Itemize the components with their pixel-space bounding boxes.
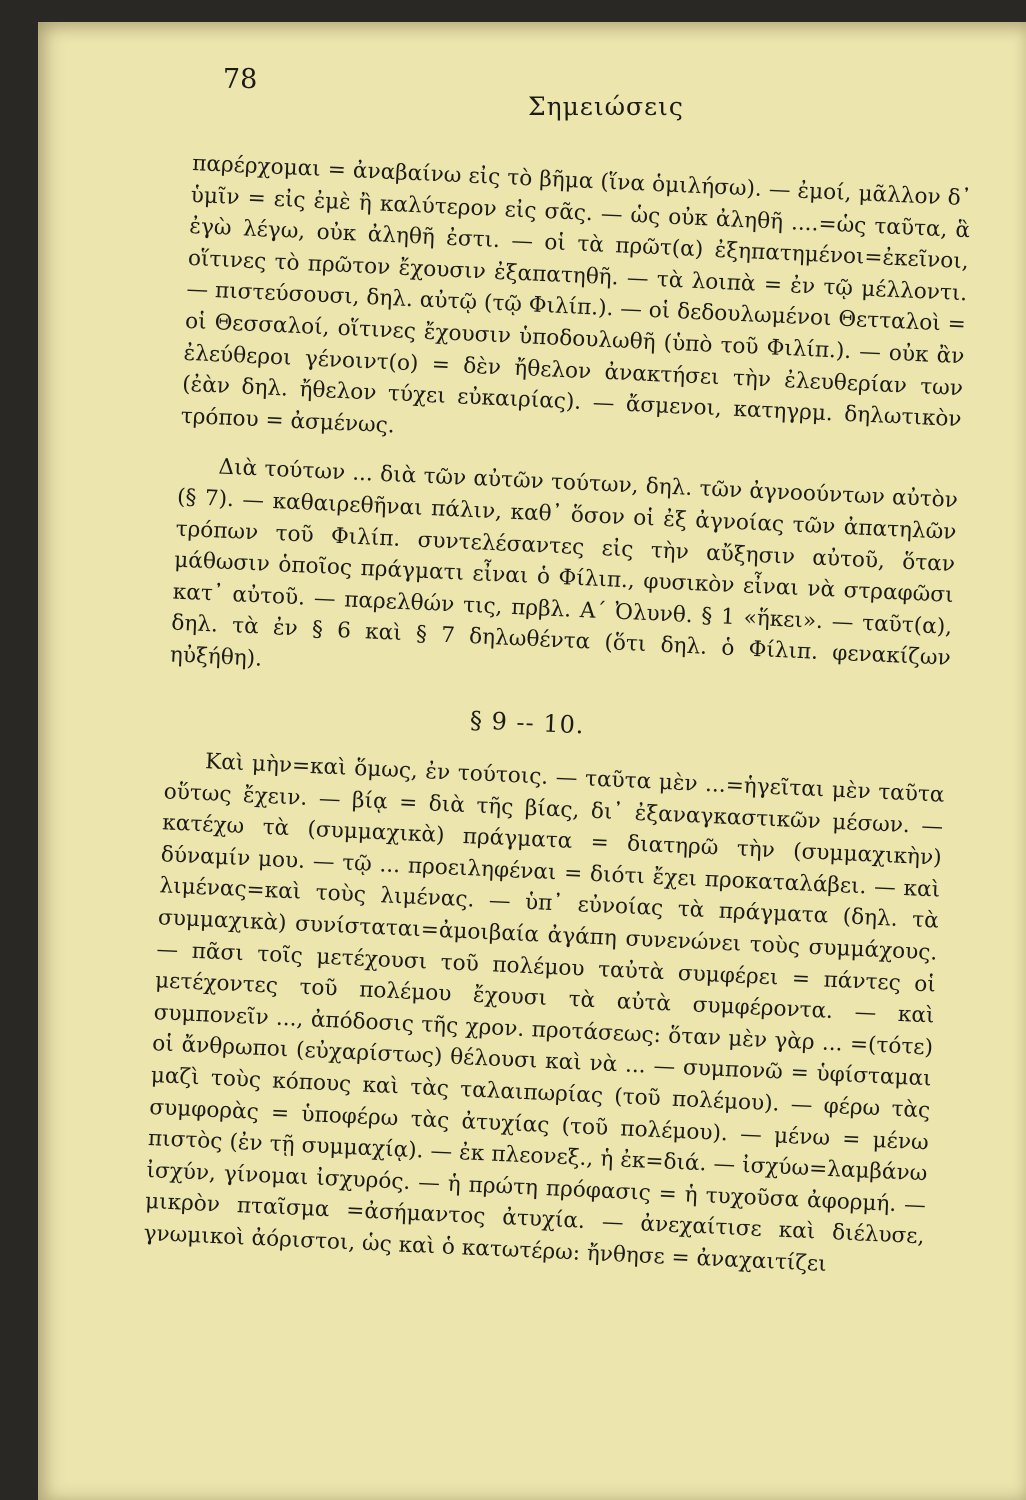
paragraph-notes-2: Διὰ τούτων ... διὰ τῶν αὐτῶν τούτων, δηλ. τῶν ἀγνοούντων αὐτὸν (§ 7). — καθαιρεθῆναι πάλιν, καθ᾽ ὅσον οἱ ἐξ ἀγνοίας τῶν ἀπατηλῶν τρόπων τοῦ Φιλίπ. συντελέσαντες εἰς τὴν αὔξησιν αὐτοῦ, ὅταν μάθωσιν ὁποῖος πράγματι εἶναι ὁ Φίλιπ., φυσικὸν εἶναι νὰ στραφῶσι κατ᾽ αὐτοῦ. — παρελθών τις, πρβλ. Α΄ Ὀλυνθ. § 1 «ἥκει». — ταῦτ(α), δηλ. τὰ ἐν § 6 καὶ § 7 δηλωθέντα (ὅτι δηλ. ὁ Φίλιπ. φενακίζων ηὐξήθη).: [169, 454, 959, 672]
paragraph-notes-3: Καὶ μὴν=καὶ ὅμως, ἐν τούτοις. — ταῦτα μὲν ...=ἡγεῖται μὲν ταῦτα οὕτως ἔχειν. — βίᾳ = διὰ τῆς βίας, δι᾽ ἐξαναγκαστικῶν μέσων. — κατέχω τὰ (συμμαχικὰ) πράγματα = διατηρῶ τὴν (συμμαχικὴν) δύναμίν μου. — τῷ ... προειληφέναι = διότι ἔχει προκαταλάβει. — καὶ λιμένας=καὶ τοὺς λιμένας. — ὑπ᾽ εὐνοίας τὰ πράγματα (δηλ. τὰ συμμαχικὰ) συνίσταται=ἀμοιβαία ἀγάπη συνενώνει τοὺς συμμάχους. — πᾶσι τοῖς μετέχουσι τοῦ πολέμου ταὐτὰ συμφέρει = πάντες οἱ μετέχοντες τοῦ πολέμου ἔχουσι τὰ αὐτὰ συμφέροντα. — καὶ συμπονεῖν ..., ἀπόδοσις τῆς χρον. προτάσεως: ὅταν μὲν γὰρ ... =(τότε) οἱ ἄνθρωποι (εὐχαρίστως) θέλουσι καὶ νὰ ... — συμπονῶ = ὑφίσταμαι μαζὶ τοὺς κόπους καὶ τὰς ταλαιπωρίας (τοῦ πολέμου). — φέρω τὰς συμφορὰς = ὑποφέρω τὰς ἀτυχίας (τοῦ πολέμου). — μένω = μένω πιστὸς (ἐν τῇ συμμαχίᾳ). — ἐκ πλεονεξ., ἡ ἐκ=διά. — ἰσχύω=λαμβάνω ἰσχύν, γίνομαι ἰσχυρός. — ἡ πρώτη πρόφασις = ἡ τυχοῦσα ἀφορμή. — μικρὸν πταῖσμα =ἀσήμαντος ἀτυχία. — ἀνεχαίτισε καὶ διέλυσε, γνωμικοὶ ἀόριστοι, ὡς καὶ ὁ κατωτέρω: ἤνθησε = ἀναχαιτίζει: [143, 749, 945, 1277]
paragraph-notes-1: παρέρχομαι = ἀναβαίνω εἰς τὸ βῆμα (ἵνα ὁμιλήσω). — ἐμοί, μᾶλλον δ᾽ ὑμῖν = εἰς ἐμὲ ἢ καλύτερον εἰς σᾶς. — ὡς οὐκ ἀληθῆ ....=ὡς ταῦτα, ἃ ἐγὼ λέγω, οὐκ ἀληθῆ ἐστι. — οἱ τὰ πρῶτ(α) ἐξηπατημένοι=ἐκεῖνοι, οἵτινες τὸ πρῶτον ἔχουσιν ἐξαπατηθῆ. — τὰ λοιπὰ = ἐν τῷ μέλλοντι. — πιστεύσουσι, δηλ. αὐτῷ (τῷ Φιλίπ.). — οἱ δεδουλωμένοι Θετταλοὶ = οἱ Θεσσαλοί, οἵτινες ἔχουσιν ὑποδουλωθῆ (ὑπὸ τοῦ Φιλίπ.). — οὐκ ἂν ἐλεύθεροι γένοιντ(ο) = δὲν ἤθελον ἀνακτήσει τὴν ἐλευθερίαν των (ἐὰν δηλ. ἤθελον τύχει εὐκαιρίας). — ἄσμενοι, κατηγρμ. δηλωτικὸν τρόπου = ἀσμένως.: [180, 150, 973, 439]
section-heading: § 9 -- 10.: [469, 705, 586, 739]
page-number: 78: [223, 64, 258, 95]
running-title: Σημειώσεις: [528, 92, 684, 121]
page-body: [143, 148, 972, 1285]
book-page: [38, 22, 1026, 1500]
